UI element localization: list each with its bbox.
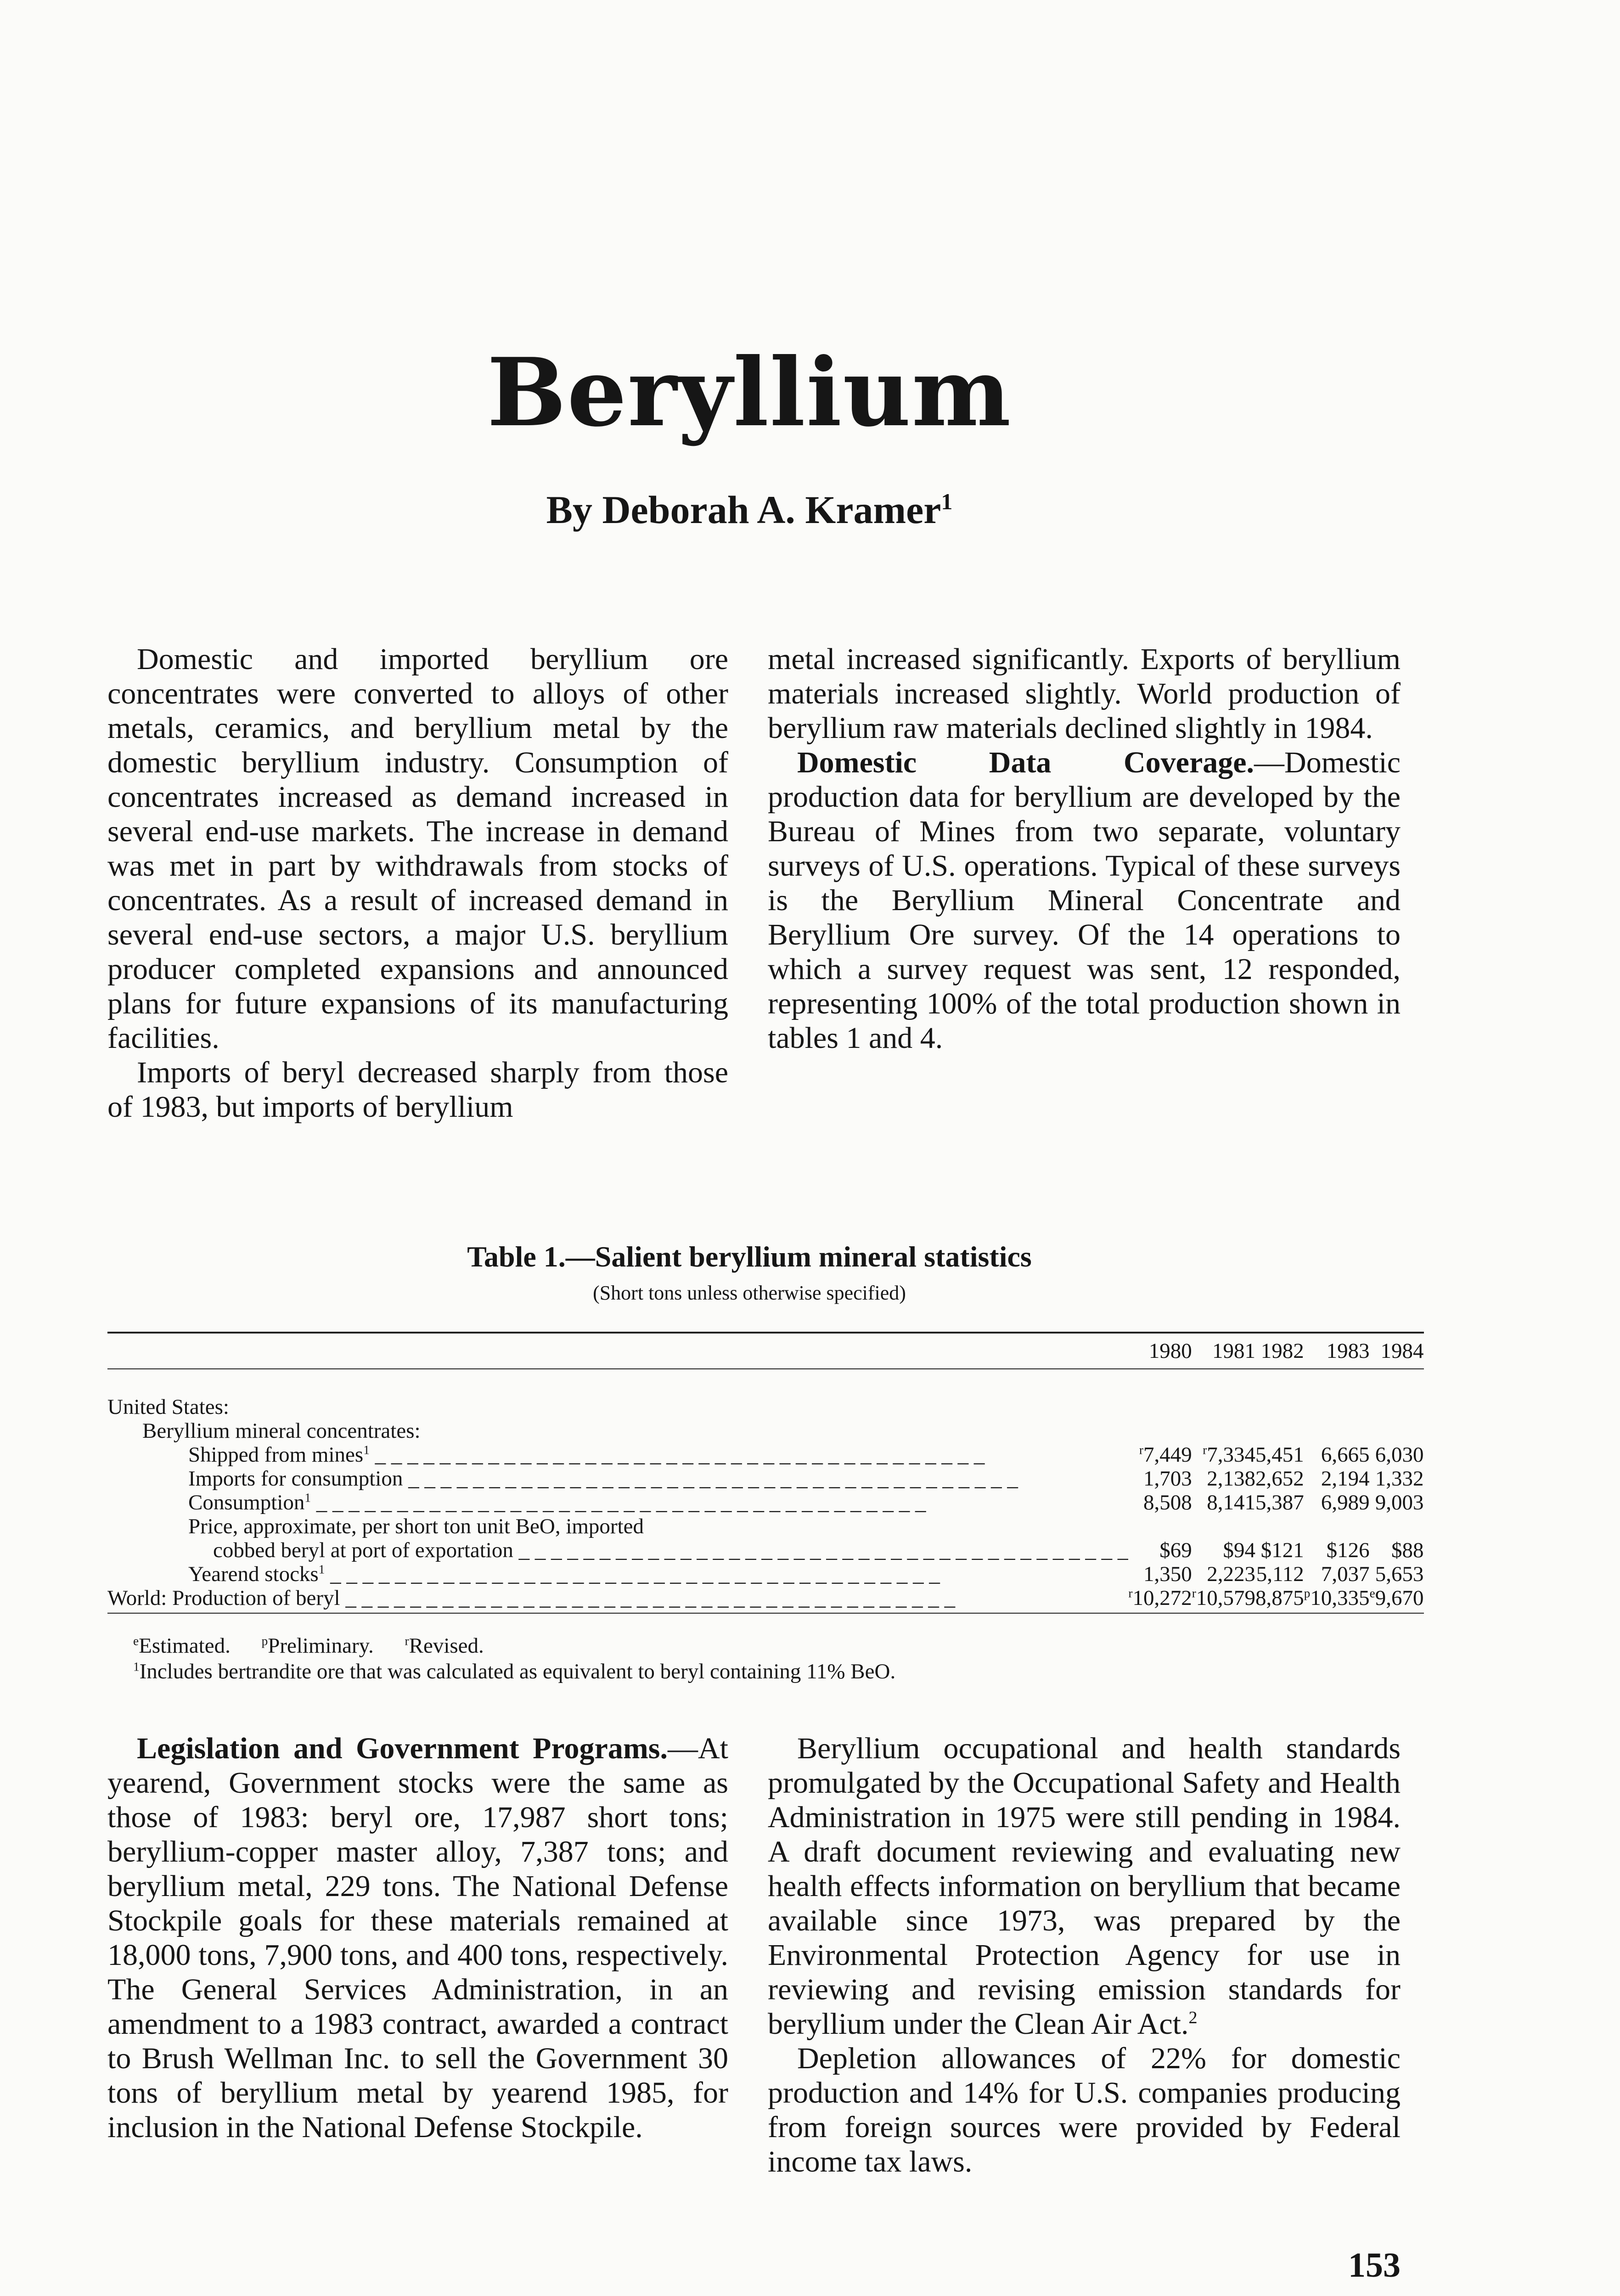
table-cell: $88 [1391,1538,1424,1562]
author-name: By Deborah A. Kramer [546,488,941,532]
table-header-row [107,1333,1424,1369]
table-cell: $94 [1223,1538,1256,1562]
legislation-heading: Legislation and Government Programs. [137,1732,668,1765]
legislation-paragraph [107,1731,728,2144]
byline-footnote-mark: 1 [941,489,953,515]
intro-paragraph-2-cont: metal increased significantly. Exports of beryllium materials increased slightly. World production of beryllium raw materials declined slightly in 1984. [768,642,1401,745]
row-label: Consumption$^1$ _ _ _ [107,1491,1128,1514]
row-label: World: Production of beryl _ _ _ [107,1586,1128,1613]
intro-paragraph-1: Domestic and imported beryllium ore concentrates were converted to alloys of other metals, ceramics, and beryllium metal by the domestic beryllium industry. Consumption of concentrates increased as demand increased in several end-use markets. The increase in demand was met in part by withdrawals from stocks of concentrates. As a result of increased demand in several end-use sectors, a major U.S. beryllium producer completed expansions and announced plans for future expansions of its manufacturing facilities. [107,642,728,1055]
row-label: Beryllium mineral concentrates: [142,1419,421,1443]
legislation-column [107,1731,728,2144]
intro-column-left [107,642,728,1124]
table-cell: 2,652 [1255,1467,1304,1491]
table-row [107,1419,1424,1443]
data-coverage-heading: Domestic Data Coverage. [797,746,1254,779]
table-cell: 8,508 [1143,1491,1192,1514]
health-column [768,1731,1401,2179]
table-cell: 6,989 [1321,1491,1370,1514]
legislation-text: —At yearend, Government stocks were the same as those of 1983: beryl ore, 17,987 short tons; beryllium-copper master alloy, 7,387 tons; and beryllium metal, 229 tons. The National Defense Stockpile goals for these materials remained at 18,000 tons, 7,900 tons, and 400 tons, respectively. The General Services Administration, in an amendment to a 1983 contract, awarded a contract to Brush Wellman Inc. to sell the Government 30 tons of beryllium metal by yearend 1985, for inclusion in the National Defense Stockpile. [107,1732,728,2144]
table-subtitle: (Short tons unless otherwise specified) [593,1282,906,1304]
page-title: Beryllium [487,338,1012,448]
table-row [107,1514,1424,1538]
salient-statistics-table [107,1332,1424,1614]
intro-paragraph-2: Imports of beryl decreased sharply from those of 1983, but imports of beryllium [107,1056,728,1124]
table-cell: 5,653 [1375,1562,1424,1586]
table-row [107,1395,1424,1419]
table-cell: $126 [1326,1538,1370,1562]
table-cell: $^r$10,579 [1192,1586,1255,1613]
table-row [107,1586,1424,1613]
header-label-cell [107,1333,1128,1369]
data-coverage-text: —Domestic production data for beryllium are developed by the Bureau of Mines from two separate, voluntary surveys of U.S. operations. Typical of these surveys is the Beryllium Mineral Concentrate and Beryllium Ore survey. Of the 14 operations to which a survey request was sent, 12 responded, representing 100% of the total production shown in tables 1 and 4. [768,746,1401,1055]
header-year: 1981 [1192,1333,1255,1369]
header-year: 1982 [1255,1333,1304,1369]
table-cell: 9,003 [1375,1491,1424,1514]
table-cell: 2,194 [1321,1467,1370,1491]
footnote-mark: 2 [1188,2008,1198,2028]
header-year: 1983 [1304,1333,1370,1369]
row-label: cobbed beryl at port of exportation _ _ _ [107,1538,1128,1562]
table-cell: $^r$7,449 [1139,1443,1192,1467]
table-cell: 6,665 [1321,1443,1370,1467]
table-row [107,1467,1424,1491]
table-cell: 1,350 [1143,1562,1192,1586]
health-standards-paragraph: Beryllium occupational and health standards promulgated by the Occupational Safety and Health Administration in 1975 were still pending in 1984. A draft document reviewing and evaluating new health effects information on beryllium that became available since 1973, was prepared by the Environmental Protection Agency for use in reviewing and revising emission standards for beryllium under the Clean Air Act.$^2$ [768,1732,1401,2041]
table-cell: $^e$9,670 [1370,1586,1424,1613]
table-footnote-marks [133,1633,510,1659]
row-label: Yearend stocks$^1$ _ _ _ [107,1562,1128,1586]
data-coverage-paragraph [768,745,1401,1055]
table-cell: 5,112 [1256,1562,1304,1586]
table-row [107,1538,1424,1562]
table-cell: 1,703 [1143,1467,1192,1491]
table-cell: 5,451 [1255,1443,1304,1467]
table-cell: 1,332 [1375,1467,1424,1491]
table-cell: $69 [1159,1538,1192,1562]
table-cell: 8,141 [1207,1491,1256,1514]
table-cell: $^p$10,335 [1304,1586,1370,1613]
table-row [107,1443,1424,1467]
row-label: United States: [107,1395,229,1419]
row-label: Shipped from mines$^1$ _ _ _ [107,1443,1128,1467]
table-cell: $^r$10,272 [1128,1586,1192,1613]
table-row [107,1562,1424,1586]
table-cell: 7,037 [1321,1562,1370,1586]
table-cell: $121 [1260,1538,1304,1562]
header-year: 1980 [1128,1333,1192,1369]
footnote-revised: $^r$Revised. [405,1634,484,1658]
table-footnote-1: $^1$Includes bertrandite ore that was calculated as equivalent to beryl containing 11% BeO. [133,1660,896,1683]
footnote-preliminary: $^p$Preliminary. [261,1634,374,1658]
table-cell: 2,223 [1207,1562,1256,1586]
row-label: Price, approximate, per short ton unit BeO, imported [188,1514,644,1538]
page-number: 153 [1348,2246,1401,2285]
intro-column-right [768,642,1401,1055]
table-cell: 8,875 [1255,1586,1304,1613]
table-cell: 2,138 [1207,1467,1256,1491]
byline [0,487,1499,533]
header-year: 1984 [1370,1333,1424,1369]
table-cell: 5,387 [1255,1491,1304,1514]
table-row [107,1491,1424,1514]
table-title: Table 1.—Salient beryllium mineral statistics [467,1240,1032,1273]
row-label: Imports for consumption _ _ _ [107,1467,1128,1491]
footnote-estimated: $^e$Estimated. [133,1634,231,1658]
depletion-paragraph: Depletion allowances of 22% for domestic production and 14% for U.S. companies producing from foreign sources were provided by Federal income tax laws. [768,2042,1401,2178]
table-cell: $^r$7,334 [1203,1443,1256,1467]
table-cell: 6,030 [1375,1443,1424,1467]
